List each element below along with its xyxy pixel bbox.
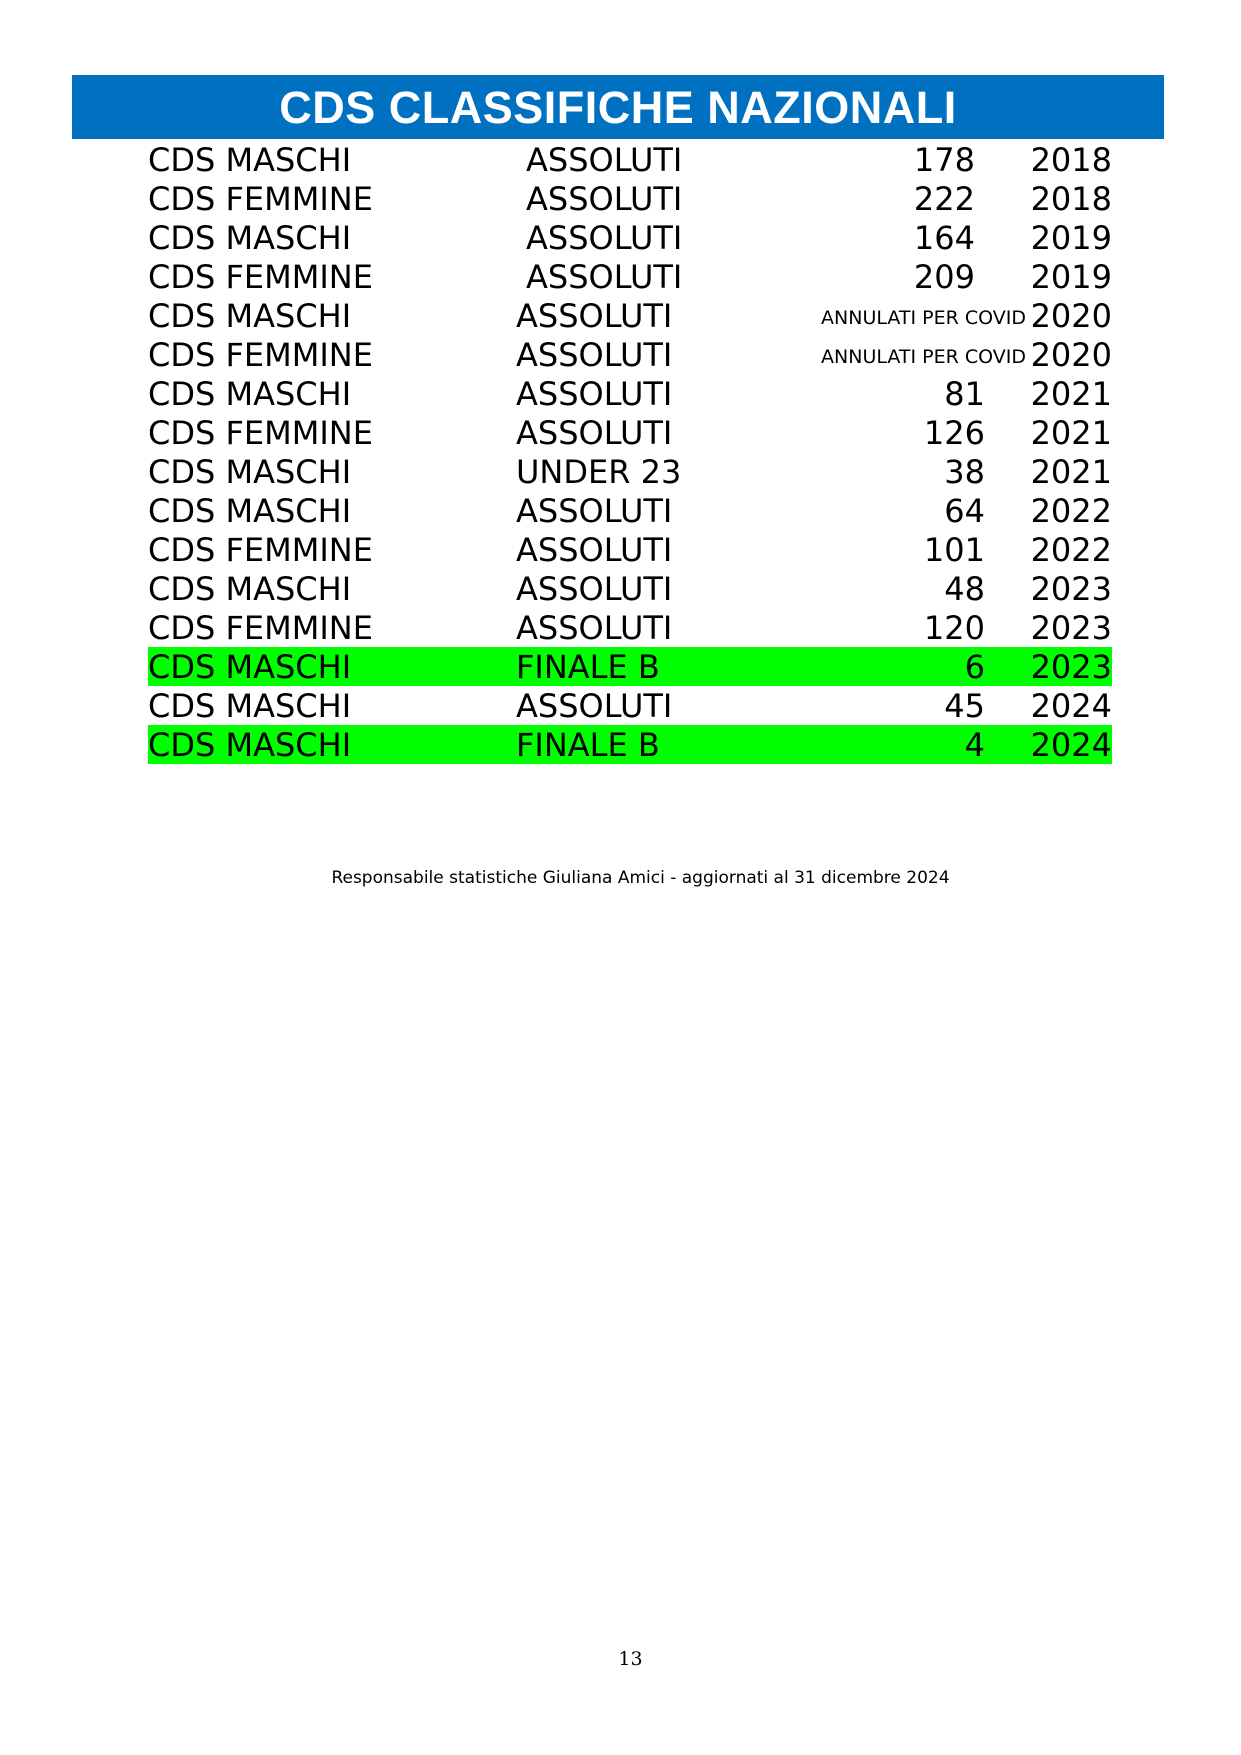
- row-label: CDS MASCHI: [148, 648, 352, 686]
- row-placing: 101: [923, 531, 985, 569]
- row-year: 2019: [1030, 219, 1112, 257]
- table-row-highlighted: [148, 647, 1112, 686]
- page-number: 13: [618, 1648, 643, 1670]
- row-category: FINALE B: [516, 726, 660, 764]
- row-placing: 6: [964, 648, 985, 686]
- row-year: 2021: [1030, 453, 1112, 491]
- row-label: CDS MASCHI: [148, 726, 352, 764]
- row-year: 2022: [1030, 531, 1112, 569]
- row-label: CDS MASCHI: [148, 687, 352, 725]
- row-year: 2022: [1030, 492, 1112, 530]
- row-label: CDS MASCHI: [148, 219, 352, 257]
- row-label: CDS MASCHI: [148, 453, 352, 491]
- row-placing: 222: [913, 180, 975, 218]
- table-row: [148, 257, 1112, 296]
- row-category: ASSOLUTI: [516, 609, 673, 647]
- table-row: [148, 140, 1112, 179]
- row-placing: 48: [944, 570, 985, 608]
- row-year: 2023: [1030, 609, 1112, 647]
- row-year: 2024: [1030, 726, 1112, 764]
- row-category: UNDER 23: [516, 453, 682, 491]
- row-label: CDS MASCHI: [148, 297, 352, 335]
- row-category: ASSOLUTI: [516, 375, 673, 413]
- row-year: 2019: [1030, 258, 1112, 296]
- row-year: 2023: [1030, 648, 1112, 686]
- row-label: CDS FEMMINE: [148, 180, 373, 218]
- row-category: ASSOLUTI: [516, 687, 673, 725]
- row-category: ASSOLUTI: [516, 336, 673, 374]
- row-label: CDS MASCHI: [148, 375, 352, 413]
- table-row: [148, 569, 1112, 608]
- row-category: ASSOLUTI: [516, 414, 673, 452]
- table-row: [148, 530, 1112, 569]
- row-placing: 4: [964, 726, 985, 764]
- row-year: 2021: [1030, 414, 1112, 452]
- table-row: [148, 686, 1112, 725]
- row-category: ASSOLUTI: [526, 258, 683, 296]
- table-row: [148, 608, 1112, 647]
- row-label: CDS FEMMINE: [148, 258, 373, 296]
- row-label: CDS FEMMINE: [148, 609, 373, 647]
- row-category: ASSOLUTI: [516, 531, 673, 569]
- row-label: CDS FEMMINE: [148, 336, 373, 374]
- row-category: ASSOLUTI: [516, 297, 673, 335]
- row-placing: 209: [913, 258, 975, 296]
- table-row: [148, 179, 1112, 218]
- row-label: CDS FEMMINE: [148, 414, 373, 452]
- row-placing: 81: [944, 375, 985, 413]
- row-category: ASSOLUTI: [516, 492, 673, 530]
- row-year: 2020: [1030, 336, 1112, 374]
- table-row: [148, 218, 1112, 257]
- table-row: [148, 452, 1112, 491]
- row-category: FINALE B: [516, 648, 660, 686]
- row-placing: 38: [944, 453, 985, 491]
- row-placing: 164: [913, 219, 975, 257]
- row-placing: ANNULATI PER COVID: [821, 307, 1026, 329]
- row-year: 2023: [1030, 570, 1112, 608]
- row-category: ASSOLUTI: [516, 570, 673, 608]
- row-placing: 178: [913, 141, 975, 179]
- page-title: CDS CLASSIFICHE NAZIONALI: [72, 75, 1164, 139]
- table-row: [148, 491, 1112, 530]
- row-year: 2020: [1030, 297, 1112, 335]
- row-placing: 45: [944, 687, 985, 725]
- footer-note: Responsabile statistiche Giuliana Amici - aggiornati al 31 dicembre 2024: [331, 868, 950, 888]
- table-row: [148, 374, 1112, 413]
- row-label: CDS MASCHI: [148, 492, 352, 530]
- row-year: 2018: [1030, 141, 1112, 179]
- row-label: CDS MASCHI: [148, 570, 352, 608]
- row-category: ASSOLUTI: [526, 180, 683, 218]
- row-year: 2024: [1030, 687, 1112, 725]
- table-row: [148, 296, 1112, 335]
- row-label: CDS FEMMINE: [148, 531, 373, 569]
- row-label: CDS MASCHI: [148, 141, 352, 179]
- row-year: 2021: [1030, 375, 1112, 413]
- row-placing: 64: [944, 492, 985, 530]
- table-row: [148, 335, 1112, 374]
- row-placing: ANNULATI PER COVID: [821, 346, 1026, 368]
- rankings-table: [148, 140, 1112, 764]
- table-row: [148, 413, 1112, 452]
- table-row-highlighted: [148, 725, 1112, 764]
- row-category: ASSOLUTI: [526, 141, 683, 179]
- row-placing: 126: [923, 414, 985, 452]
- row-placing: 120: [923, 609, 985, 647]
- row-year: 2018: [1030, 180, 1112, 218]
- row-category: ASSOLUTI: [526, 219, 683, 257]
